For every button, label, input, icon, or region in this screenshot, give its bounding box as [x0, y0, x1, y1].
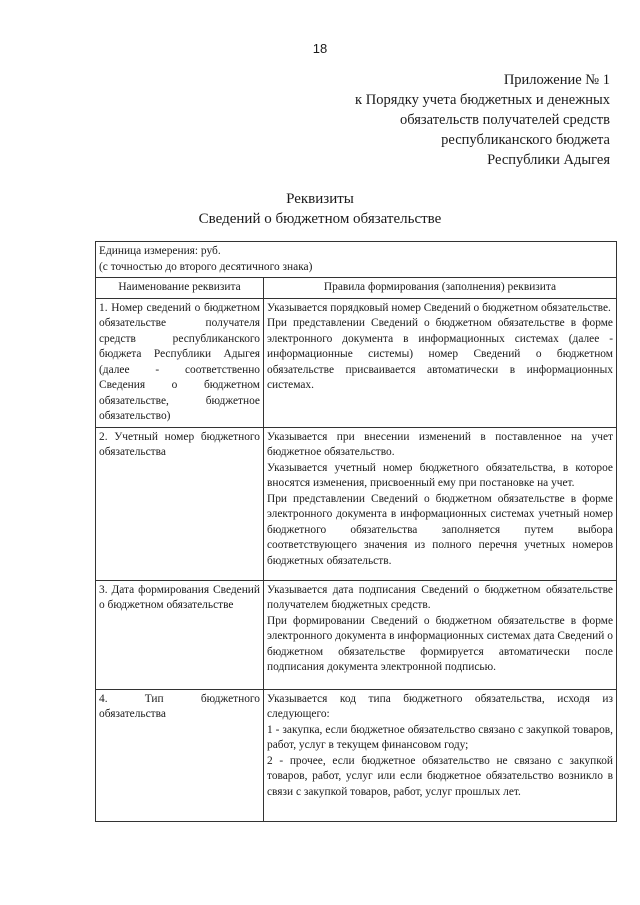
rule-paragraph: 2 - прочее, если бюджетное обязательство не связано с закупкой товаров, работ, услуг или если бюджетное обязательство возникло в связи с закупкой товаров, работ, услуг прошлых лет. [267, 754, 613, 798]
rule-paragraph: 1 - закупка, если бюджетное обязательство связано с закупкой товаров, работ, услуг в текущем финансовом году; [267, 723, 613, 751]
page-number: 18 [312, 41, 328, 56]
requisite-rules-cell [264, 427, 617, 580]
appendix-header [355, 70, 610, 170]
requisites-table [95, 241, 617, 822]
rule-paragraph: Указывается порядковый номер Сведений о бюджетном обязательстве. [267, 301, 611, 314]
appendix-line: обязательств получателей средств [399, 112, 610, 128]
requisite-rules-cell [264, 298, 617, 427]
table-row [96, 427, 617, 580]
table-row [96, 689, 617, 821]
table-row [96, 580, 617, 689]
rule-paragraph: При формировании Сведений о бюджетном обязательстве в форме электронного документа в информационных системах дата Сведений о бюджетном обязательстве формируется автоматически после подписания документа электронной подписью. [267, 614, 613, 673]
rule-paragraph: Указывается дата подписания Сведений о бюджетном обязательстве получателем бюджетных средств. [267, 583, 613, 611]
rule-paragraph: Указывается учетный номер бюджетного обязательства, в которое вносятся изменения, присвоенный ему при постановке на учет. [267, 461, 613, 489]
appendix-line: к Порядку учета бюджетных и денежных [355, 92, 610, 108]
header-formation-rules: Правила формирования (заполнения) реквизита [264, 278, 617, 299]
requisite-rules-cell [264, 689, 617, 821]
document-title-line1: Реквизиты [286, 191, 354, 207]
appendix-line: республиканского бюджета [441, 132, 610, 148]
table-header-row [96, 278, 617, 299]
header-requisite-name: Наименование реквизита [96, 278, 264, 299]
appendix-line: Республики Адыгея [487, 152, 610, 168]
requisite-rules-cell [264, 580, 617, 689]
table-row [96, 298, 617, 427]
rule-paragraph: Указывается при внесении изменений в поставленное на учет бюджетное обязательство. [267, 430, 613, 458]
unit-row [96, 242, 617, 278]
rule-paragraph: При представлении Сведений о бюджетном обязательстве в форме электронного документа в информационных системах (далее - информационные системы) номер Сведений о бюджетном обязательстве присваивается автоматически в информационных системах. [267, 317, 613, 391]
appendix-title: Приложение № 1 [503, 72, 610, 88]
rule-paragraph: Указывается код типа бюджетного обязательства, исходя из следующего: [267, 692, 613, 720]
requisite-name-cell: 3. Дата формирования Сведений о бюджетном обязательстве [96, 580, 264, 689]
requisite-name-cell: 2. Учетный номер бюджетного обязательства [96, 427, 264, 580]
requisite-name-cell: 1. Номер сведений о бюджетном обязательстве получателя средств республиканского бюджета Республики Адыгея (далее - соответственно Сведения о бюджетном обязательстве, бюджетное обязательство) [96, 298, 264, 427]
requisite-name-cell: 4. Тип бюджетного обязательства [96, 689, 264, 821]
unit-label: Единица измерения: руб. [99, 245, 221, 257]
document-title-line2: Сведений о бюджетном обязательстве [198, 211, 442, 227]
unit-precision-note: (с точностью до второго десятичного знака) [99, 260, 313, 273]
rule-paragraph: При представлении Сведений о бюджетном обязательстве в форме электронного документа в информационных системах учетный номер бюджетного обязательства заполняется путем выбора соответствующего значения из полного перечня учетных номеров бюджетных обязательств. [267, 492, 613, 567]
unit-cell [96, 242, 617, 278]
document-title [0, 189, 640, 229]
